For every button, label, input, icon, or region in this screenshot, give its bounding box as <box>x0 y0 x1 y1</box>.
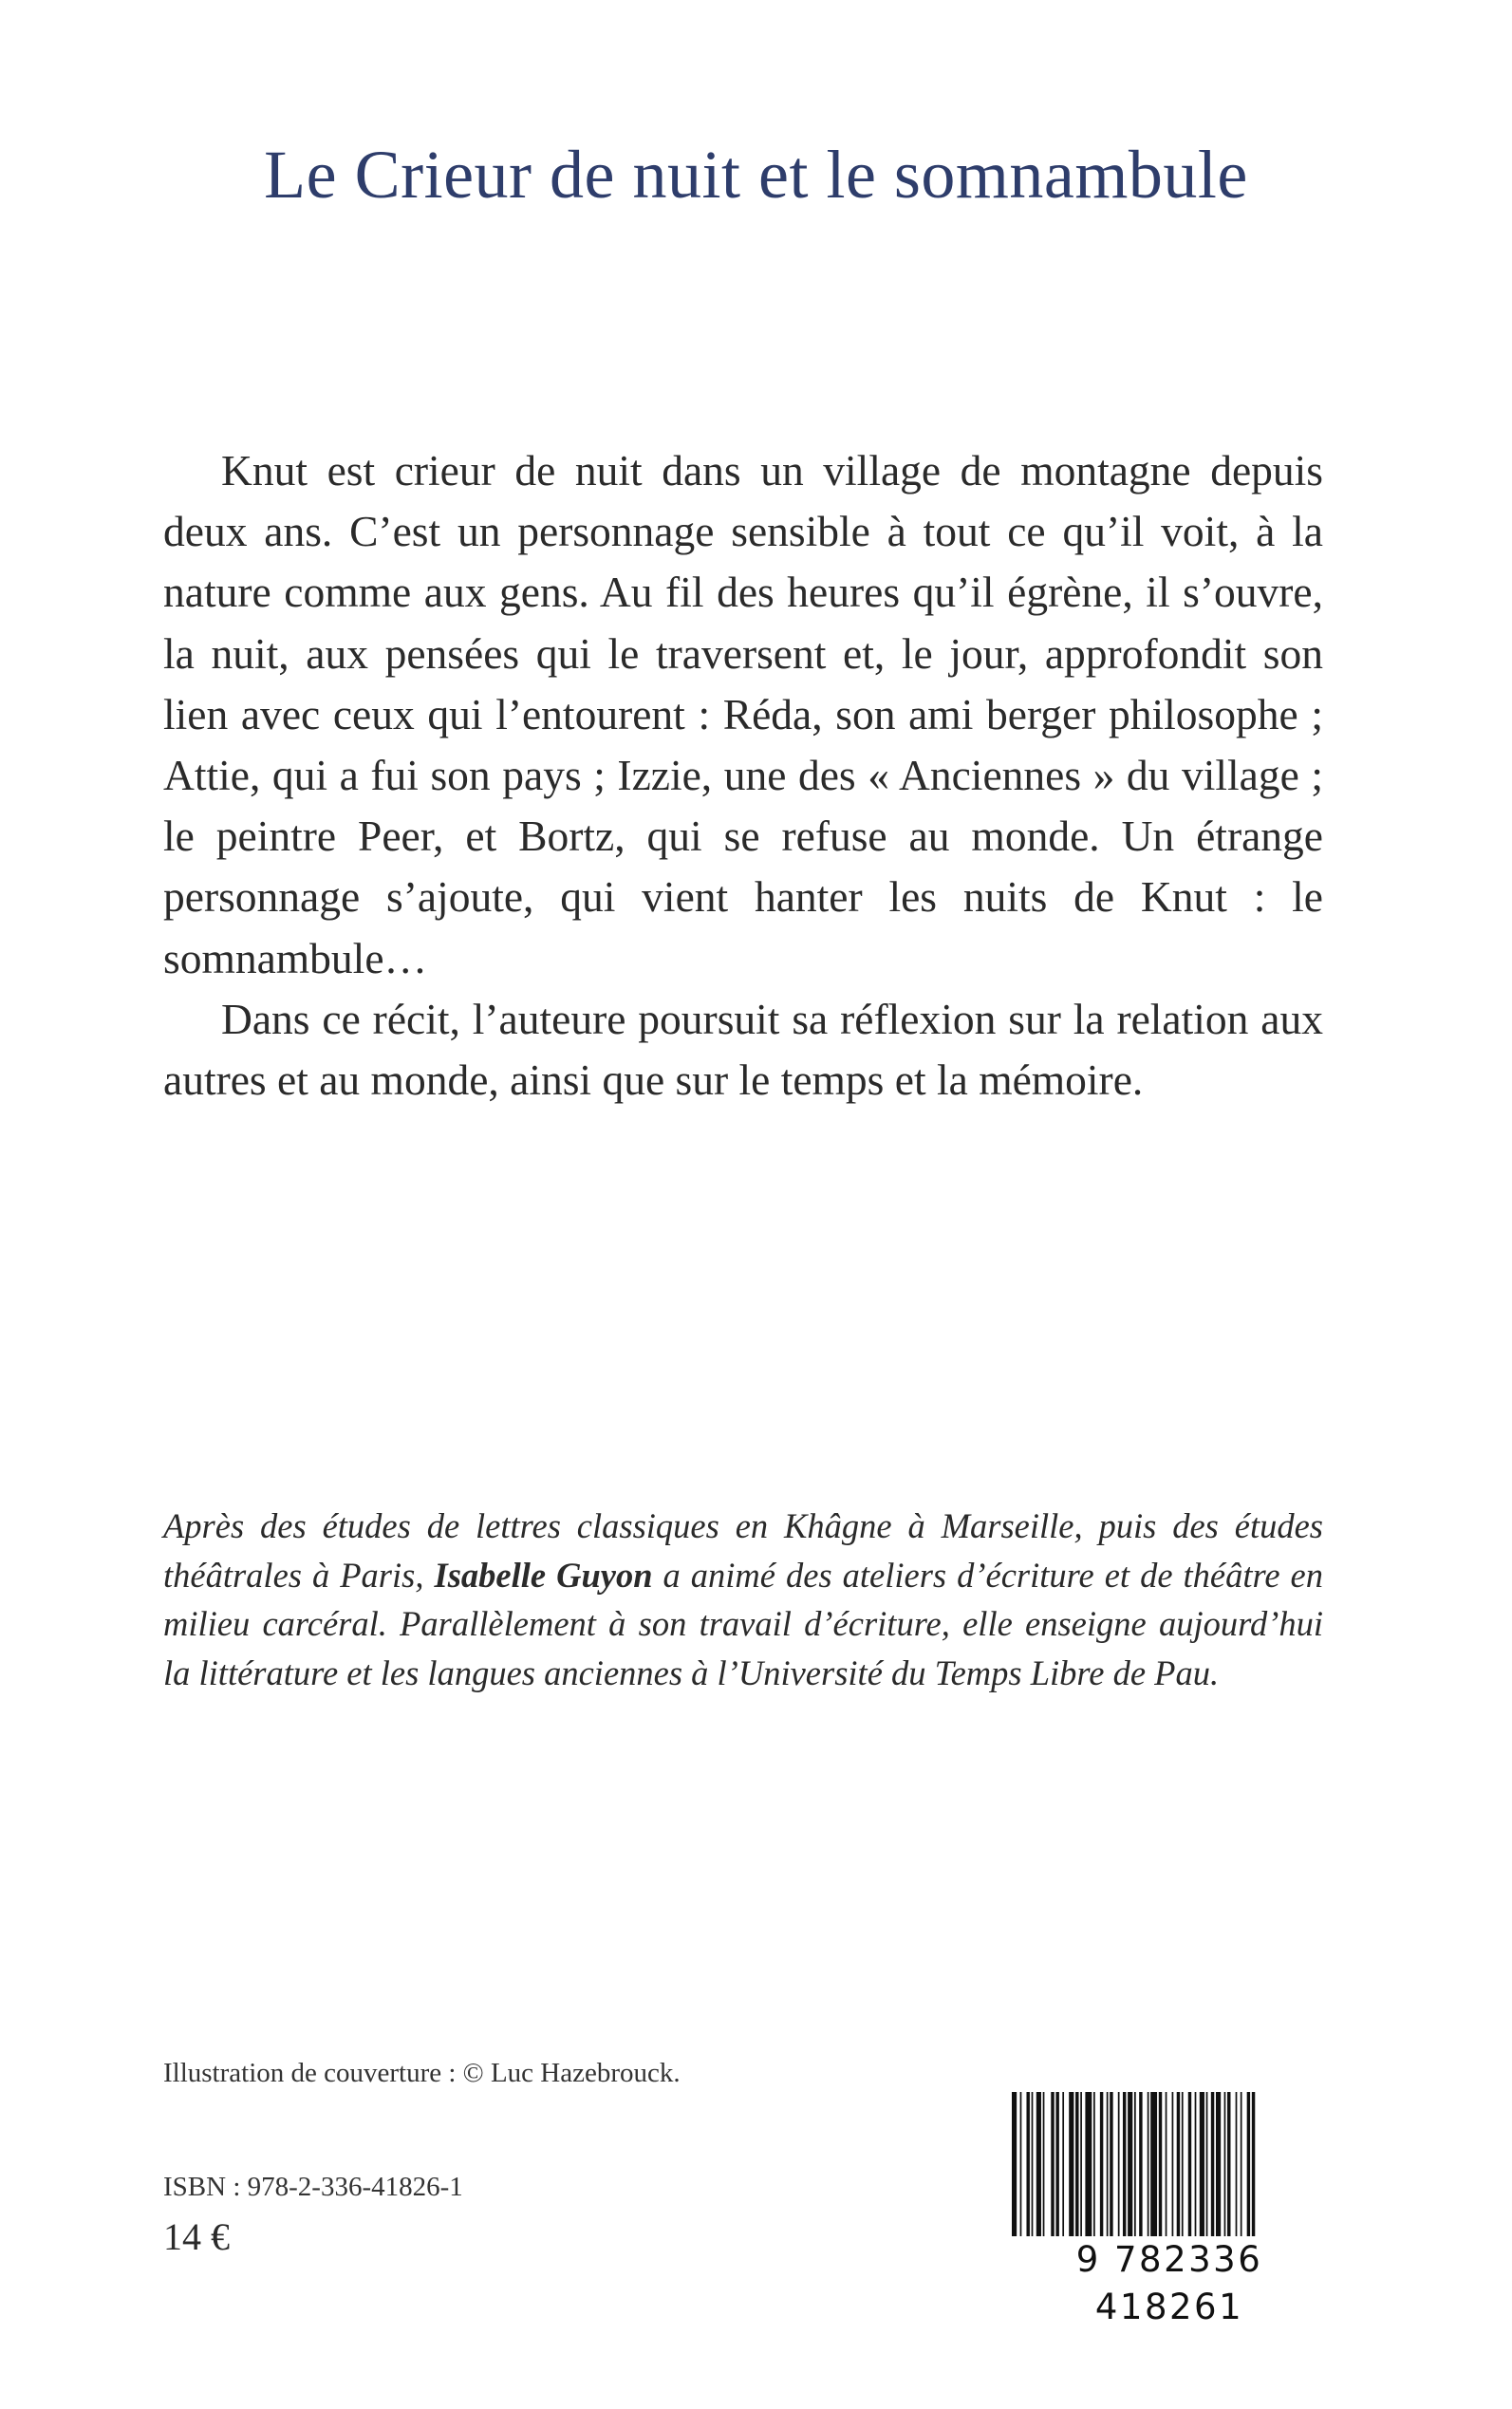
barcode-bar <box>1150 2092 1157 2253</box>
barcode-bar <box>1110 2092 1112 2253</box>
barcode-bar <box>1080 2092 1082 2253</box>
barcode-bar <box>1032 2092 1034 2253</box>
barcode-bar <box>1123 2092 1126 2253</box>
synopsis <box>163 440 1323 1111</box>
barcode-bar <box>1216 2092 1221 2253</box>
barcode-bar <box>1166 2092 1167 2253</box>
barcode <box>1010 2092 1329 2327</box>
barcode-bar <box>1055 2092 1058 2253</box>
synopsis-paragraph-2: Dans ce récit, l’auteure poursuit sa réflexion sur la relation aux autres et au monde, ainsi que sur le temps et la mémoire. <box>163 994 1323 1105</box>
bio-text-before: Après des études de lettres classiques en Khâgne à Marseille, puis des études théâtrales à Paris, <box>163 1506 1323 1595</box>
barcode-bar <box>1148 2092 1149 2253</box>
barcode-bar <box>1069 2092 1073 2253</box>
barcode-bar <box>1159 2092 1162 2253</box>
barcode-bar <box>1172 2092 1174 2253</box>
barcode-bar <box>1227 2092 1230 2253</box>
barcode-bar <box>1200 2092 1204 2253</box>
barcode-bar <box>1134 2092 1136 2253</box>
book-title: Le Crieur de nuit et le somnambule <box>264 137 1248 213</box>
barcode-bar <box>1252 2092 1255 2253</box>
illustration-credit: Illustration de couverture : © Luc Hazebrouck. <box>163 2058 681 2088</box>
barcode-bar <box>1100 2092 1103 2253</box>
barcode-bar <box>1177 2092 1180 2253</box>
barcode-bar <box>1206 2092 1208 2253</box>
barcode-bars <box>1010 2092 1329 2253</box>
barcode-bar <box>1128 2092 1132 2253</box>
barcode-bar <box>1093 2092 1095 2253</box>
price: 14 € <box>163 2215 230 2258</box>
barcode-bar <box>1236 2092 1238 2253</box>
barcode-bar <box>1075 2092 1078 2253</box>
author-name: Isabelle Guyon <box>434 1555 653 1595</box>
barcode-number: 9 782336 418261 <box>1010 2236 1329 2331</box>
synopsis-paragraph-1: Knut est crieur de nuit dans un village de montagne depuis deux ans. C’est un personnage sensible à tout ce qu’il voit, à la nature comme aux gens. Au fil des heures qu’il égrène, il s’ouvre, la nuit, aux pensées qui le traversent et, le jour, approfondit son lien avec ceux qui l’entourent : Réda, son ami berger philosophe ; Attie, qui a fui son pays ; Izzie, une des « Anciennes » du village ; le peintre Peer, et Bortz, qui se refuse au monde. Un étrange personnage s’ajoute, qui vient hanter les nuits de Knut : le somnambule… <box>163 446 1323 982</box>
barcode-bar <box>1026 2092 1029 2253</box>
bio-text-after: a animé des ateliers d’écriture et de théâtre en milieu carcéral. Parallèlement à son travail d’écriture, elle enseigne aujourd’hui la littérature et les langues anciennes à l’Université du Temps Libre de Pau. <box>163 1555 1324 1692</box>
barcode-bar <box>1020 2092 1022 2253</box>
barcode-bar <box>1085 2092 1092 2253</box>
barcode-bar <box>1012 2092 1017 2253</box>
barcode-bar <box>1182 2092 1184 2253</box>
barcode-bar <box>1043 2092 1045 2253</box>
barcode-bar <box>1247 2092 1250 2253</box>
barcode-bar <box>1051 2092 1054 2253</box>
barcode-bar <box>1062 2092 1064 2253</box>
barcode-bar <box>1241 2092 1242 2253</box>
isbn: ISBN : 978-2-336-41826-1 <box>163 2172 463 2202</box>
author-bio <box>163 1502 1323 1697</box>
barcode-bar <box>1139 2092 1142 2253</box>
barcode-bar <box>1036 2092 1041 2253</box>
barcode-bar <box>1107 2092 1109 2253</box>
barcode-bar <box>1188 2092 1191 2253</box>
barcode-bar <box>1118 2092 1120 2253</box>
barcode-bar <box>1211 2092 1214 2253</box>
barcode-bar <box>1224 2092 1226 2253</box>
barcode-bar <box>1195 2092 1197 2253</box>
